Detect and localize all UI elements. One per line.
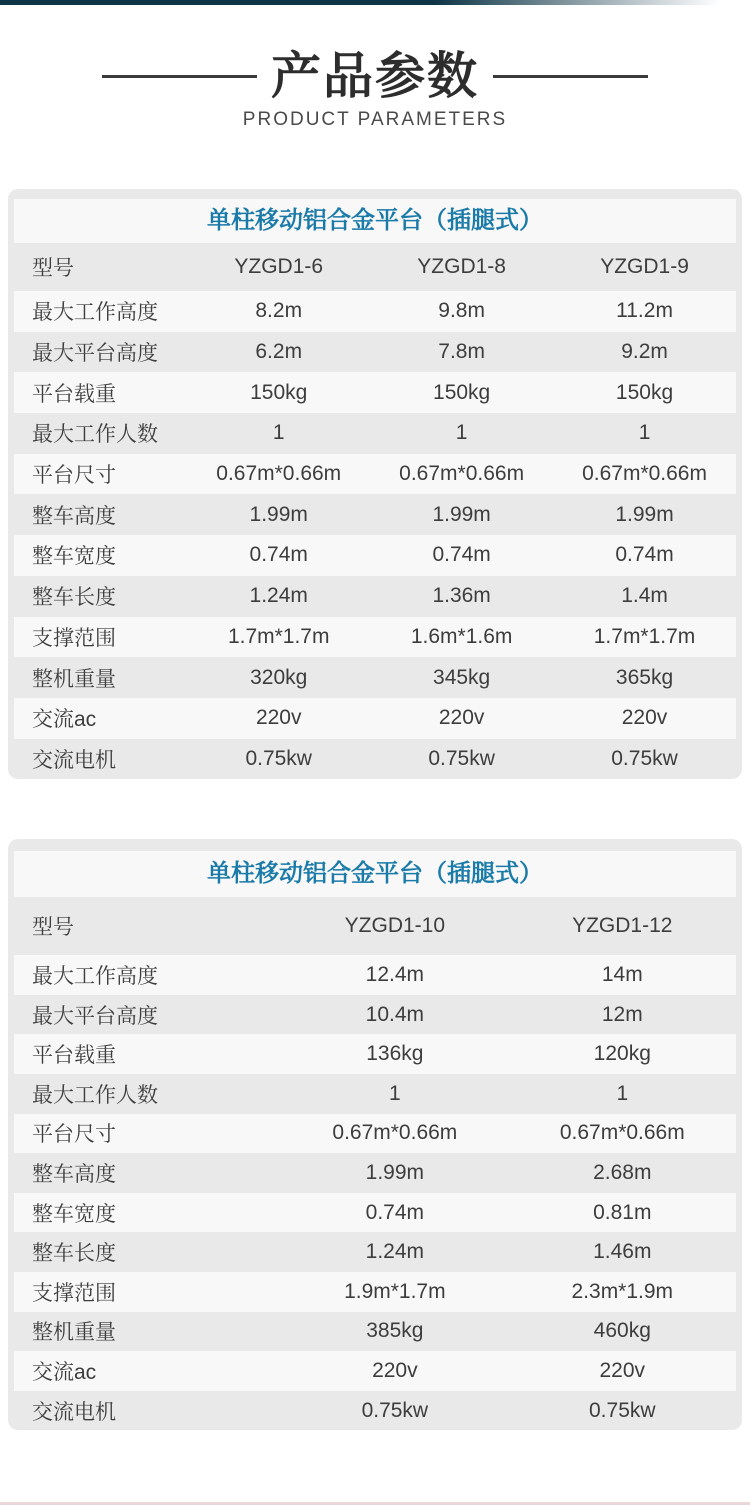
spec-row (14, 1272, 736, 1312)
row-label: 平台载重 (32, 1044, 116, 1068)
spec-card-1 (8, 189, 742, 779)
row-value: 1 (272, 421, 285, 445)
row-value: 1 (455, 421, 468, 445)
row-value: 1.46m (593, 1240, 652, 1264)
row-label: 整车宽度 (32, 1202, 116, 1226)
model-name: YZGD1-8 (417, 255, 506, 278)
row-value: 1.7m*1.7m (593, 624, 696, 648)
spec-card-2 (8, 839, 742, 1430)
row-label: 整车高度 (32, 1163, 116, 1187)
row-value: 1.99m (249, 502, 308, 526)
row-value: 12m (601, 1002, 643, 1026)
row-label: 平台尺寸 (32, 1123, 116, 1147)
row-label: 整车长度 (32, 586, 116, 610)
row-value: 12.4m (365, 963, 425, 987)
row-value: 8.2m (255, 299, 303, 323)
row-value: 0.75kw (428, 746, 495, 770)
row-value: 0.74m (615, 543, 674, 567)
row-value: 1.99m (365, 1161, 425, 1185)
row-value: 0.67m*0.66m (216, 462, 342, 486)
row-label: 整车长度 (32, 1242, 116, 1266)
row-value: 345kg (433, 665, 491, 689)
row-value: 11.2m (616, 299, 673, 323)
spec-row (14, 1312, 736, 1352)
bottom-accent-strip (0, 1502, 750, 1505)
row-value: 0.67m*0.66m (332, 1121, 458, 1145)
spec-row (14, 1074, 736, 1114)
spec-row (14, 372, 736, 413)
model-name: YZGD1-9 (600, 255, 689, 278)
row-value: 14m (601, 963, 643, 987)
spec-row (14, 494, 736, 535)
page-title: 产品参数 (271, 48, 479, 104)
row-value: 0.67m*0.66m (582, 462, 707, 486)
spec-row (14, 1351, 736, 1391)
row-label: 整车宽度 (32, 545, 116, 569)
row-label: 最大工作人数 (32, 423, 158, 447)
spec-row (14, 1391, 736, 1431)
row-value: 7.8m (438, 340, 485, 364)
model-row (14, 897, 736, 955)
row-label: 最大工作人数 (32, 1083, 158, 1107)
row-label: 支撑范围 (32, 1281, 116, 1305)
spec-row (14, 995, 736, 1035)
row-value: 9.2m (621, 340, 668, 364)
spec-rows (8, 955, 742, 1430)
row-value: 0.75kw (589, 1398, 656, 1422)
row-value: 2.68m (593, 1161, 652, 1185)
row-label: 交流ac (32, 1360, 97, 1384)
row-label: 整车高度 (32, 504, 116, 528)
row-value: 1.36m (432, 584, 491, 608)
row-label: 平台尺寸 (32, 464, 116, 488)
row-label: 交流电机 (32, 1400, 116, 1424)
spec-row (14, 1232, 736, 1272)
row-value: 1.4m (621, 584, 668, 608)
spec-row (14, 454, 736, 495)
spec-row (14, 413, 736, 454)
model-name: YZGD1-12 (572, 914, 673, 938)
row-value: 1.9m*1.7m (344, 1279, 446, 1303)
row-label: 最大工作高度 (32, 301, 158, 325)
row-value: 150kg (433, 380, 491, 404)
row-value: 385kg (366, 1319, 424, 1343)
row-value: 0.74m (249, 543, 308, 567)
row-value: 0.67m*0.66m (399, 462, 525, 486)
row-value: 0.81m (593, 1200, 652, 1224)
row-value: 0.74m (365, 1200, 425, 1224)
page-title-row (0, 49, 750, 104)
spec-row (14, 535, 736, 576)
row-value: 1 (616, 1081, 629, 1105)
spec-row (14, 617, 736, 658)
row-value: 1.99m (432, 502, 491, 526)
model-row (14, 243, 736, 291)
row-value: 220v (438, 706, 485, 730)
title-rule-right (493, 75, 648, 78)
row-label: 最大工作高度 (32, 965, 158, 989)
spec-row (14, 739, 736, 780)
row-label: 整机重量 (32, 1321, 116, 1345)
row-value: 0.67m*0.66m (559, 1121, 685, 1145)
page-subtitle: PRODUCT PARAMETERS (242, 109, 508, 130)
row-label: 支撑范围 (32, 626, 116, 650)
row-label: 整机重量 (32, 667, 116, 691)
row-value: 150kg (250, 380, 308, 404)
row-label: 最大平台高度 (32, 1004, 158, 1028)
spec-rows (8, 291, 742, 779)
row-label: 最大平台高度 (32, 342, 158, 366)
row-value: 220v (255, 706, 302, 730)
row-value: 1.7m*1.7m (227, 624, 330, 648)
row-value: 460kg (593, 1319, 651, 1343)
spec-row (14, 291, 736, 332)
row-value: 1 (638, 421, 651, 445)
row-value: 150kg (615, 380, 674, 404)
row-value: 220v (599, 1358, 646, 1382)
page-header (0, 5, 750, 131)
table-title: 单柱移动铝合金平台（插腿式） (14, 199, 736, 243)
row-value: 220v (372, 1358, 418, 1382)
model-name: YZGD1-10 (344, 914, 446, 938)
row-value: 320kg (250, 665, 308, 689)
row-label: 交流ac (32, 708, 97, 732)
row-label: 平台载重 (32, 382, 116, 406)
spec-row (14, 1193, 736, 1233)
row-value: 6.2m (255, 340, 303, 364)
spec-row (14, 1153, 736, 1193)
title-rule-left (102, 75, 257, 78)
row-value: 10.4m (365, 1002, 425, 1026)
model-name: YZGD1-6 (234, 255, 324, 278)
row-value: 220v (621, 706, 668, 730)
spec-row (14, 332, 736, 373)
row-value: 120kg (593, 1042, 651, 1066)
row-value: 0.75kw (245, 746, 312, 770)
spec-row (14, 576, 736, 617)
row-label: 交流电机 (32, 748, 116, 772)
row-value: 136kg (366, 1042, 424, 1066)
table-title: 单柱移动铝合金平台（插腿式） (14, 851, 736, 897)
spec-row (14, 1034, 736, 1074)
row-value: 365kg (615, 665, 674, 689)
row-value: 9.8m (438, 299, 485, 323)
row-value: 1.6m*1.6m (410, 624, 513, 648)
model-label: 型号 (32, 257, 74, 280)
spec-row (14, 657, 736, 698)
row-value: 1.99m (615, 502, 674, 526)
row-value: 2.3m*1.9m (571, 1279, 674, 1303)
model-label: 型号 (32, 916, 74, 940)
spec-row (14, 1114, 736, 1154)
row-value: 1 (389, 1081, 401, 1105)
row-value: 1.24m (365, 1240, 425, 1264)
row-value: 0.75kw (611, 746, 678, 770)
row-value: 0.74m (432, 543, 491, 567)
row-value: 0.75kw (361, 1398, 429, 1422)
row-value: 1.24m (249, 584, 308, 608)
spec-row (14, 955, 736, 995)
spec-row (14, 698, 736, 739)
